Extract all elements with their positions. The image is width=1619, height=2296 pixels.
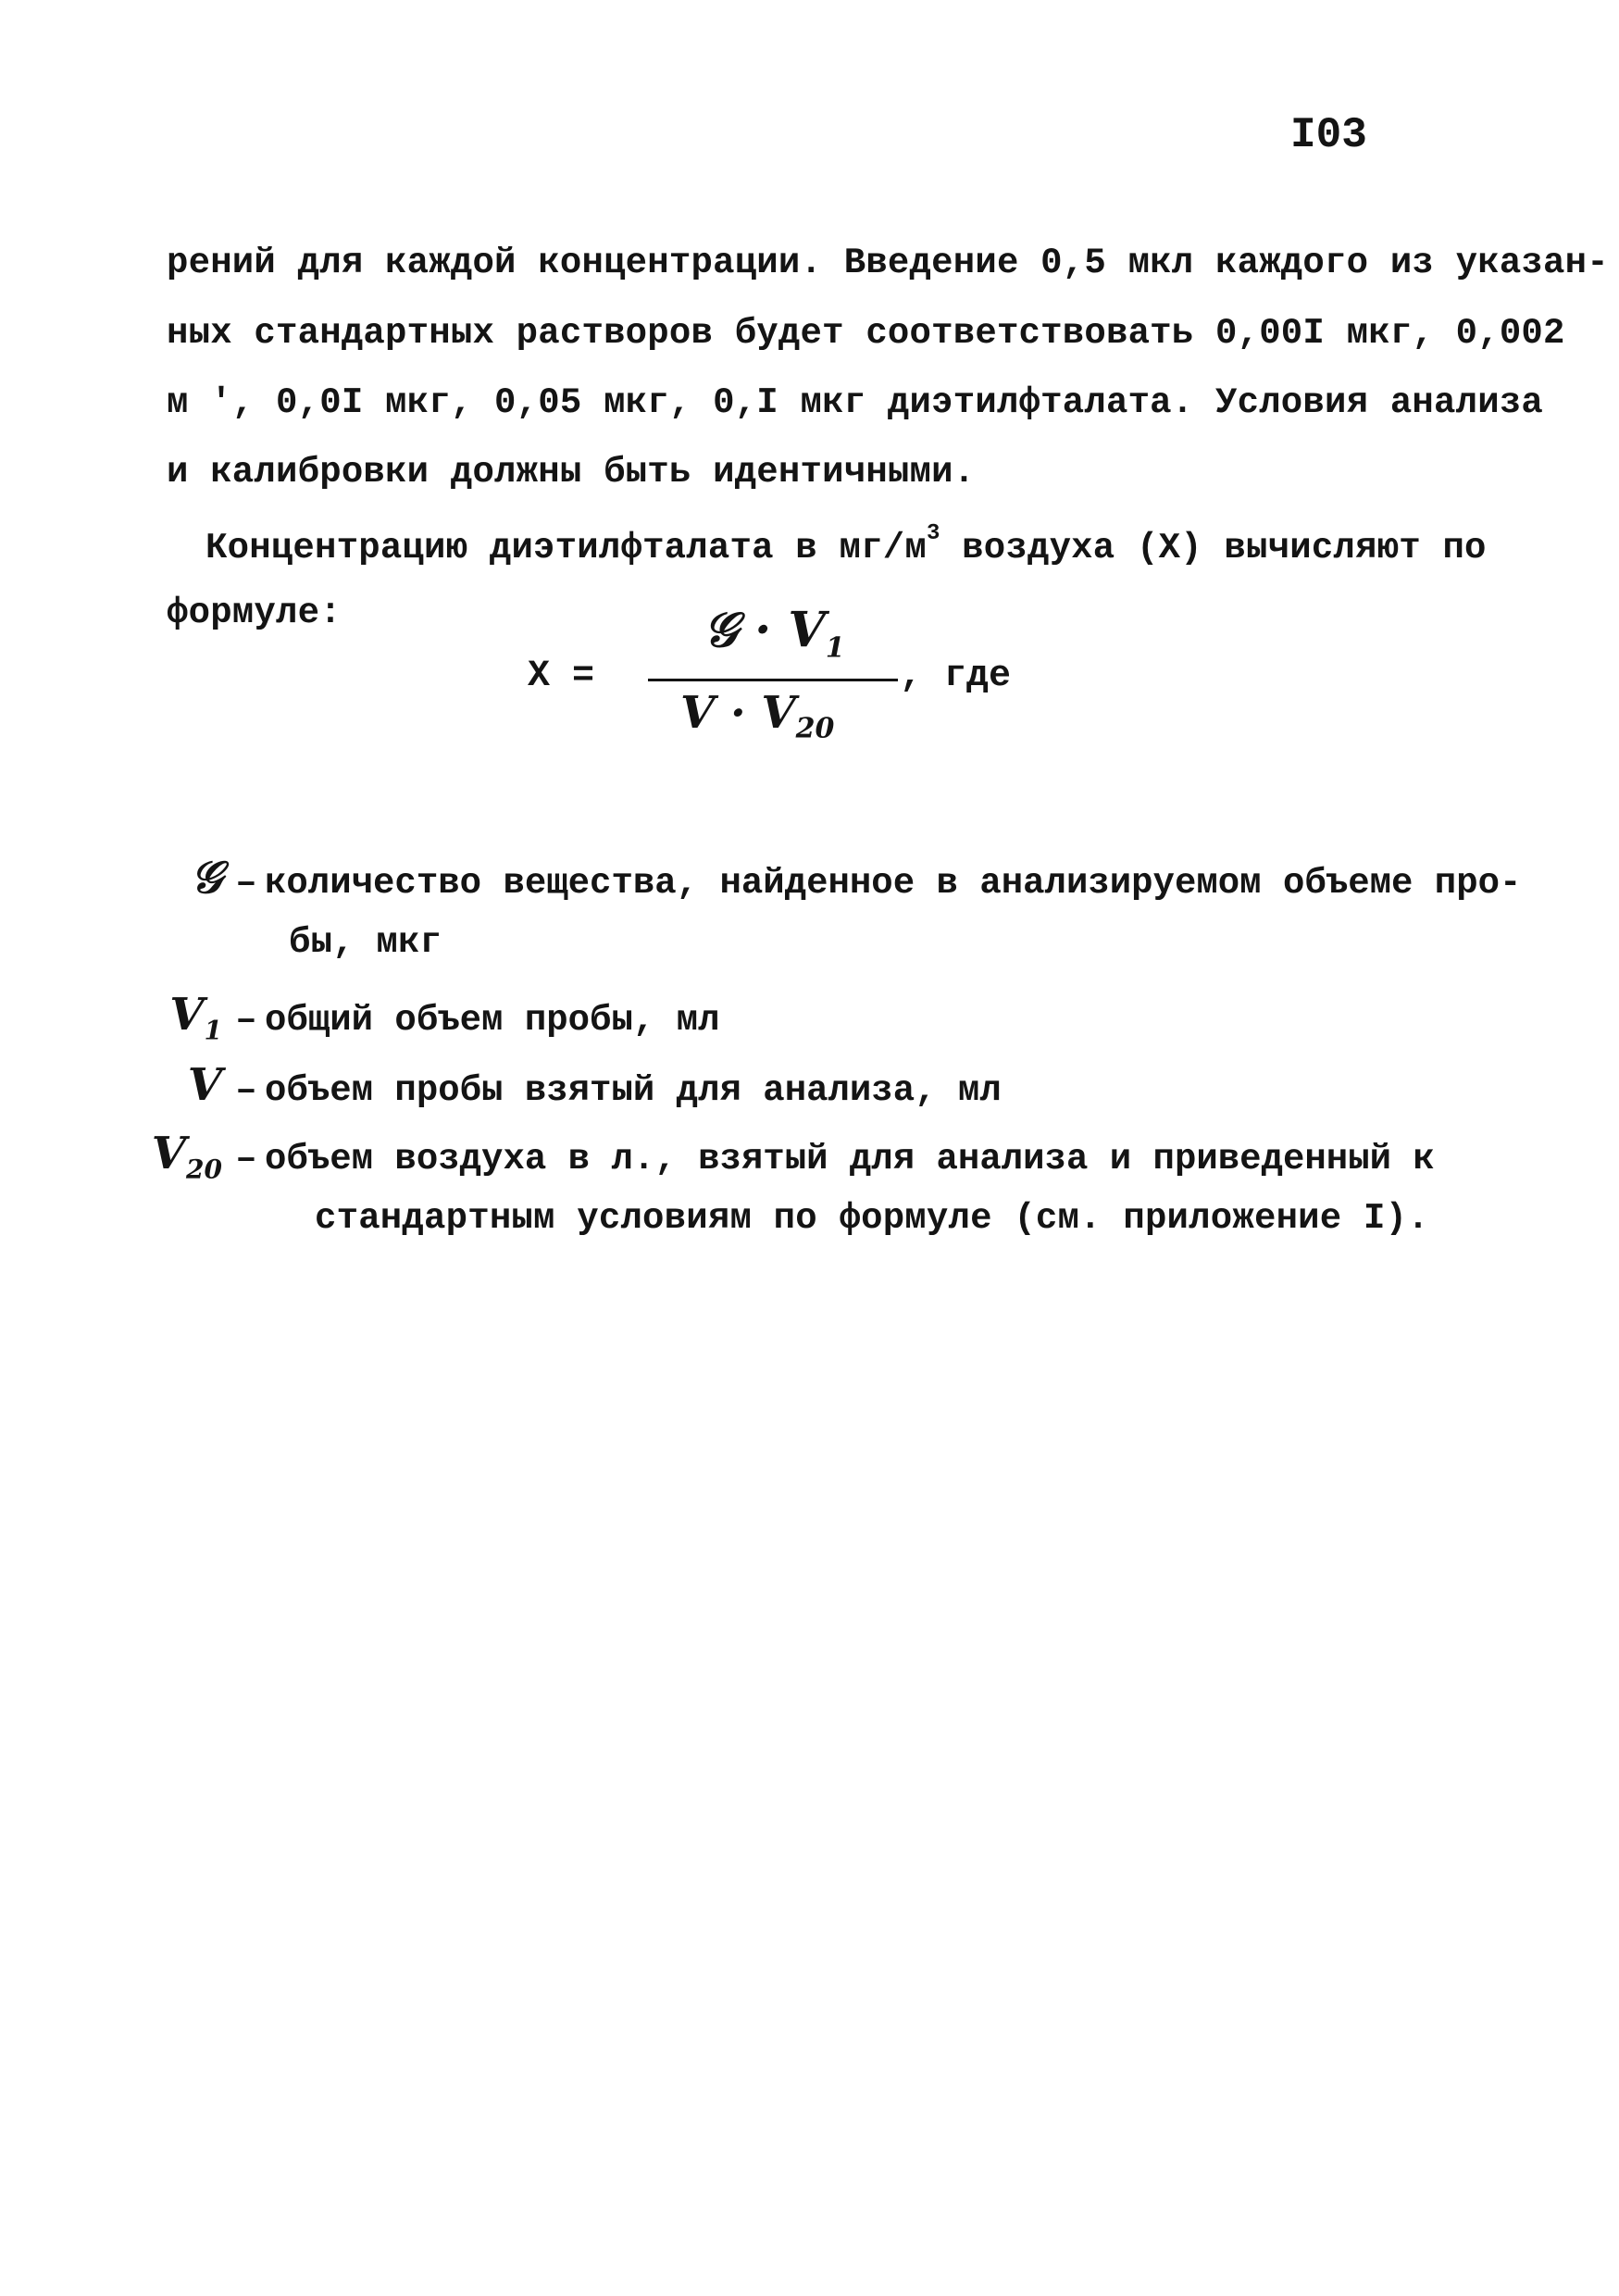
- symbol-v: V: [187, 1059, 222, 1111]
- legend-text: объем воздуха в л., взятый для анализа и приведенный к: [265, 1139, 1435, 1179]
- legend-dash: –: [235, 1070, 257, 1111]
- legend-dash: –: [235, 1139, 257, 1179]
- legend-item-v20: [139, 1128, 1435, 1185]
- legend-item-substance: [139, 852, 1521, 909]
- concentration-text: Концентрацию диэтилфталата в мг/м: [205, 528, 927, 568]
- legend-item-v: [139, 1059, 1002, 1117]
- symbol-v20: $V_{20}$: [151, 1128, 222, 1185]
- fraction-bar: [648, 679, 898, 681]
- legend-text: объем пробы взятый для анализа, мл: [265, 1070, 1002, 1111]
- concentration-text-end: воздуха (X) вычисляют по: [962, 528, 1487, 568]
- paragraph-line-3: м ', 0,0I мкг, 0,05 мкг, 0,I мкг диэтилфталата. Условия анализа: [167, 382, 1544, 423]
- legend-dash: –: [235, 863, 257, 904]
- page-number: I03: [1290, 111, 1367, 159]
- legend-text: количество вещества, найденное в анализируемом объеме про-: [265, 863, 1522, 904]
- formula-lhs: X =: [528, 655, 595, 697]
- legend-item-v20-cont: стандартным условиям по формуле (см. приложение I).: [315, 1198, 1429, 1239]
- paragraph-line-5: [205, 521, 1487, 568]
- legend-item-v1: [139, 989, 719, 1046]
- formula-where: , где: [900, 655, 1012, 697]
- unit-superscript: 3: [926, 521, 940, 546]
- legend-text: общий объем пробы, мл: [265, 1000, 720, 1041]
- legend-item-substance-cont: бы, мкг: [289, 922, 442, 963]
- formula-numerator: 𝒢 · $V_1$: [704, 602, 845, 665]
- formula-denominator: $V \cdot V_{20}$: [680, 687, 835, 745]
- formula: [518, 602, 1037, 750]
- paragraph-line-4: и калибровки должны быть идентичными.: [167, 452, 976, 493]
- symbol-v1: $V_1$: [169, 989, 222, 1046]
- paragraph-line-1: рений для каждой концентрации. Введение 0,5 мкл каждого из указан-: [167, 243, 1609, 283]
- legend-dash: –: [235, 1000, 257, 1041]
- paragraph-line-2: ных стандартных растворов будет соответствовать 0,00I мкг, 0,002: [167, 313, 1565, 354]
- paragraph-line-6: формуле:: [167, 593, 342, 633]
- symbol-y: 𝒢: [190, 852, 222, 904]
